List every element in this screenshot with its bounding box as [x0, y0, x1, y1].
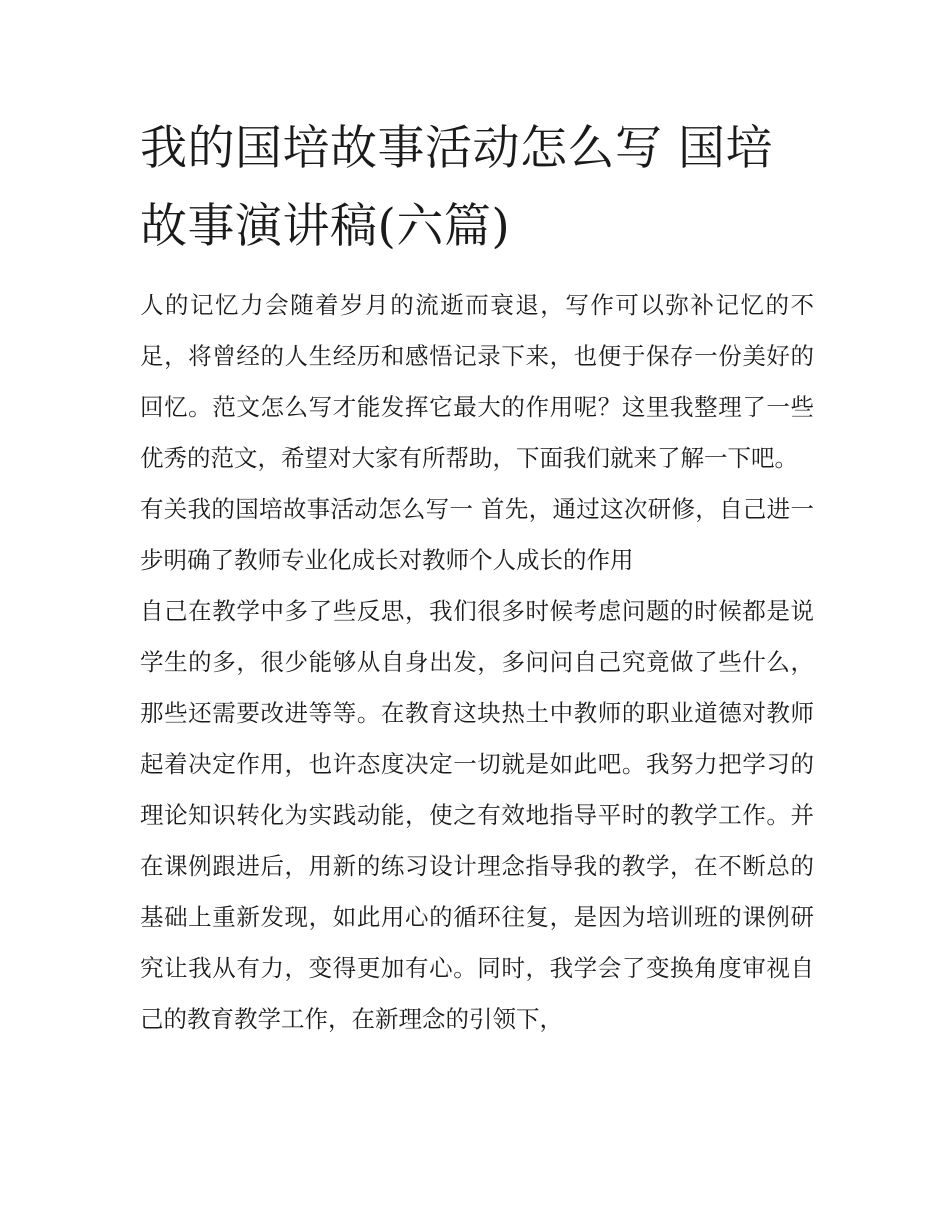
section-heading-paragraph: 有关我的国培故事活动怎么写一 首先，通过这次研修，自己进一步明确了教师专业化成长对教师个人成长的作用 — [140, 495, 814, 574]
document-title: 我的国培故事活动怎么写 国培故事演讲稿(六篇) — [140, 121, 773, 254]
document-page — [140, 110, 814, 1045]
body-paragraph: 自己在教学中多了些反思，我们很多时候考虑问题的时候都是说学生的多，很少能够从自身出发，多问问自己究竟做了些什么，那些还需要改进等等。在教育这块热土中教师的职业道德对教师起着决定作用，也许态度决定一切就是如此吧。我努力把学习的理论知识转化为实践动能，使之有效地指导平时的教学工作。并在课例跟进后，用新的练习设计理念指导我的教学，在不断总的基础上重新发现，如此用心的循环往复，是因为培训班的课例研究让我从有力，变得更加有心。同时，我学会了变换角度审视自己的教育教学工作，在新理念的引领下， — [140, 597, 814, 1033]
intro-paragraph: 人的记忆力会随着岁月的流逝而衰退，写作可以弥补记忆的不足，将曾经的人生经历和感悟记录下来，也便于保存一份美好的回忆。范文怎么写才能发挥它最大的作用呢？这里我整理了一些优秀的范文，希望对大家有所帮助，下面我们就来了解一下吧。 — [140, 291, 814, 472]
